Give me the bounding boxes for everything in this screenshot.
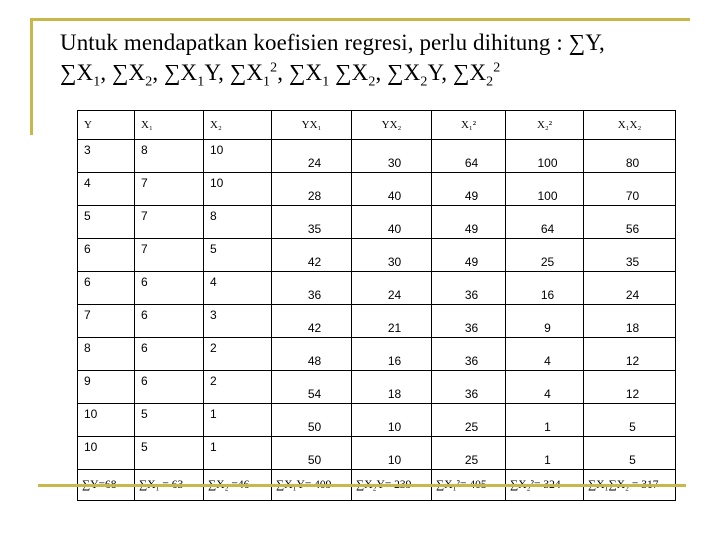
table-cell: 49 [432,206,506,239]
decorative-top-rule [30,18,690,21]
table-cell: 28 [272,173,352,206]
header-x1x2: X₁X₂ [584,111,676,140]
table-cell: 36 [432,338,506,371]
table-cell: 2 [204,371,272,404]
table-cell: 4 [204,272,272,305]
table-cell: 5 [204,239,272,272]
title-sub: 1 [322,74,330,90]
table-cell: 30 [352,239,432,272]
table-cell: 36 [432,305,506,338]
table-cell: 8 [135,140,204,173]
table-body [78,140,676,470]
table-cell: 9 [78,371,135,404]
table-cell: 16 [506,272,584,305]
table-cell: 64 [432,140,506,173]
title-sub: 1 [197,74,205,90]
table-cell: 6 [135,272,204,305]
table-cell: 56 [584,206,676,239]
table-cell: 24 [272,140,352,173]
table-cell: 4 [506,371,584,404]
table-cell: 21 [352,305,432,338]
table-cell: 18 [584,305,676,338]
table-row [78,371,676,404]
slide-title [60,28,690,88]
table-cell: 100 [506,140,584,173]
table-row [78,305,676,338]
table-cell: 1 [506,437,584,470]
title-sub: 1 [93,74,101,90]
table-cell: 12 [584,338,676,371]
table-cell: 6 [78,272,135,305]
table-cell: 35 [584,239,676,272]
table-cell: 2 [204,338,272,371]
decorative-vertical-rule [30,18,33,135]
table-cell: 24 [352,272,432,305]
table-cell: 48 [272,338,352,371]
title-sub: 1 [263,74,271,90]
table-row [78,140,676,173]
title-part: Y, ∑X [204,60,264,85]
table-cell: 8 [204,206,272,239]
table-cell: 10 [204,140,272,173]
table-cell: 6 [135,371,204,404]
table-cell: 10 [352,437,432,470]
table-row [78,437,676,470]
table-cell: 49 [432,173,506,206]
title-line-2 [60,58,690,88]
table-cell: 5 [78,206,135,239]
table-cell: 7 [135,206,204,239]
regression-table [77,110,676,501]
table-cell: 3 [78,140,135,173]
table-cell: 40 [352,206,432,239]
table-cell: 36 [432,272,506,305]
title-part: ∑X [329,60,369,85]
table-cell: 5 [135,437,204,470]
title-line-1: Untuk mendapatkan koefisien regresi, perlu dihitung : ∑Y, [60,30,605,55]
table-row [78,272,676,305]
title-part: , ∑X [152,60,198,85]
table-cell: 10 [78,404,135,437]
table-cell: 5 [584,404,676,437]
table-cell: 24 [584,272,676,305]
table-cell: 25 [432,404,506,437]
table-cell: 35 [272,206,352,239]
table-cell: 1 [204,404,272,437]
header-yx2: YX₂ [352,111,432,140]
table-cell: 49 [432,239,506,272]
table-cell: 6 [135,305,204,338]
table-cell: 36 [432,371,506,404]
table-cell: 18 [352,371,432,404]
table-row [78,239,676,272]
table-cell: 6 [78,239,135,272]
table-cell: 9 [506,305,584,338]
table-cell: 10 [352,404,432,437]
table-cell: 25 [432,437,506,470]
table-cell: 50 [272,404,352,437]
table-cell: 54 [272,371,352,404]
table-row [78,206,676,239]
table-cell: 16 [352,338,432,371]
table-cell: 8 [78,338,135,371]
decorative-bottom-rule [38,484,686,487]
table-cell: 7 [135,239,204,272]
title-part: , ∑X [100,60,146,85]
title-sup: 2 [270,60,278,76]
title-sub: 2 [145,74,153,90]
table-cell: 64 [506,206,584,239]
title-part: , ∑X [277,60,323,85]
table-cell: 5 [584,437,676,470]
table-cell: 10 [204,173,272,206]
table-cell: 25 [506,239,584,272]
header-row [78,111,676,140]
title-sub: 2 [420,74,428,90]
header-x2-squared: X₂² [506,111,584,140]
table-cell: 30 [352,140,432,173]
table-cell: 80 [584,140,676,173]
table-cell: 7 [135,173,204,206]
table-cell: 36 [272,272,352,305]
header-x1: X₁ [135,111,204,140]
header-y: Y [78,111,135,140]
title-part: Y, ∑X [427,60,487,85]
table-cell: 42 [272,305,352,338]
table-cell: 42 [272,239,352,272]
table-cell: 4 [506,338,584,371]
table-cell: 10 [78,437,135,470]
table-cell: 5 [135,404,204,437]
table-cell: 6 [135,338,204,371]
title-sup: 2 [493,60,501,76]
table-row [78,404,676,437]
table-cell: 40 [352,173,432,206]
table-cell: 7 [78,305,135,338]
table-cell: 70 [584,173,676,206]
header-x2: X₂ [204,111,272,140]
title-part: , ∑X [375,60,421,85]
table-cell: 4 [78,173,135,206]
table-cell: 100 [506,173,584,206]
table-row [78,173,676,206]
table-cell: 1 [204,437,272,470]
table-row [78,338,676,371]
table-cell: 1 [506,404,584,437]
table-cell: 50 [272,437,352,470]
table-header [78,111,676,140]
table-cell: 3 [204,305,272,338]
title-part: ∑X [60,60,94,85]
header-x1-squared: X₁² [432,111,506,140]
title-sub: 2 [368,74,376,90]
title-sub: 2 [486,74,494,90]
header-yx1: YX₁ [272,111,352,140]
table-cell: 12 [584,371,676,404]
